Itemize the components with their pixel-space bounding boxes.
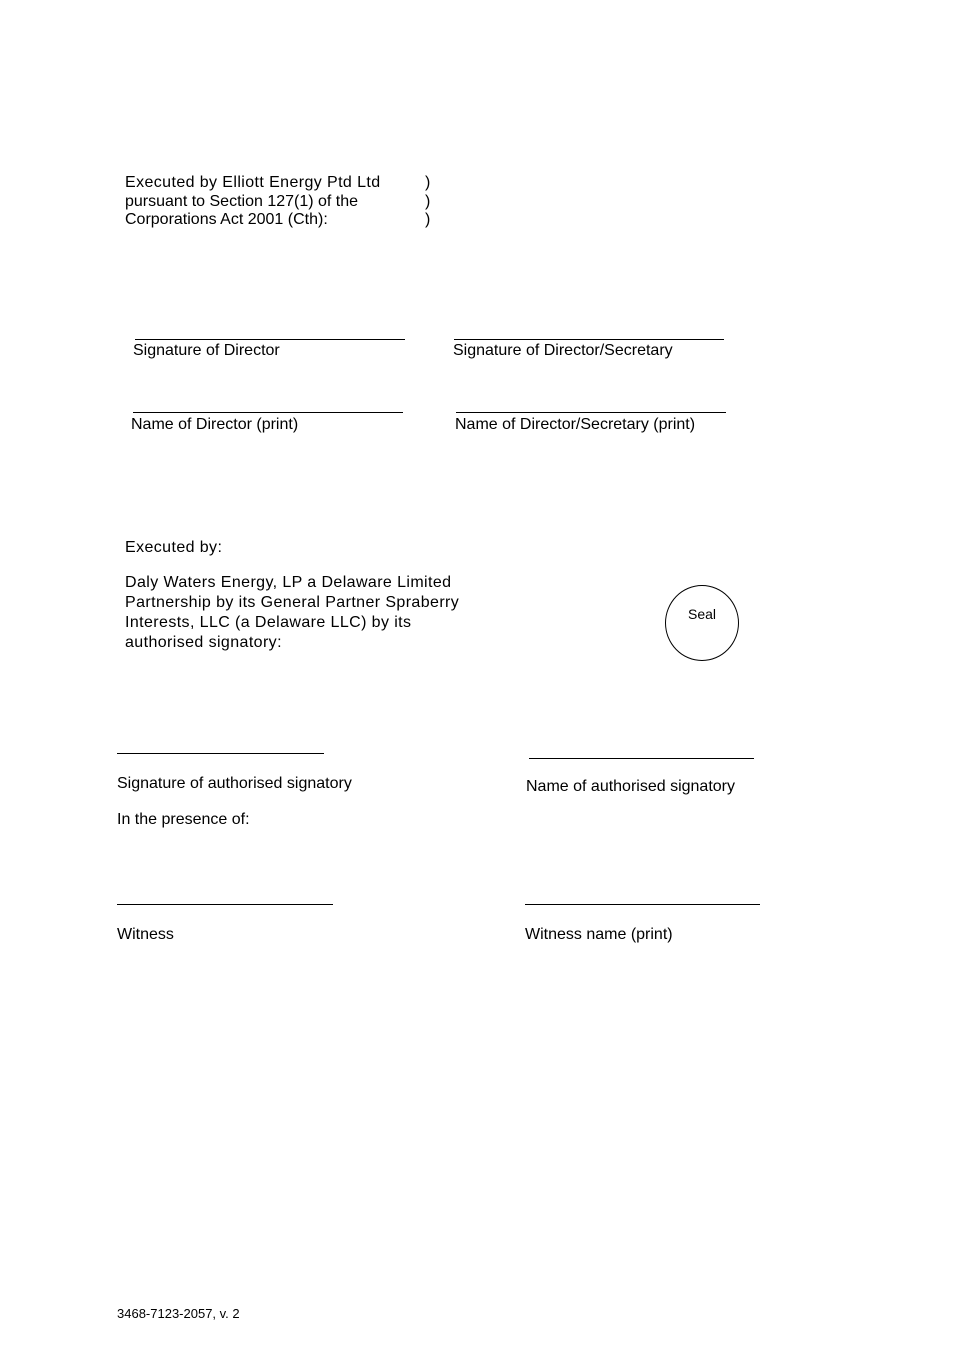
director-signature-label: Signature of Director bbox=[133, 342, 280, 359]
authorised-signature-line[interactable] bbox=[117, 753, 324, 754]
entity-line-1: Daly Waters Energy, LP a Delaware Limited bbox=[125, 574, 452, 591]
director-secretary-name-line[interactable] bbox=[456, 412, 726, 413]
seal-circle bbox=[665, 585, 739, 661]
executed-by-heading: Executed by: bbox=[125, 539, 223, 556]
execution-line-3: Corporations Act 2001 (Cth): bbox=[125, 211, 328, 228]
witness-label: Witness bbox=[117, 926, 174, 943]
witness-signature-line[interactable] bbox=[117, 904, 333, 905]
bracket-1: ) bbox=[425, 174, 431, 191]
authorised-name-label: Name of authorised signatory bbox=[526, 778, 735, 795]
bracket-3: ) bbox=[425, 211, 431, 228]
authorised-signature-label: Signature of authorised signatory bbox=[117, 775, 352, 792]
presence-label: In the presence of: bbox=[117, 811, 250, 828]
director-name-label: Name of Director (print) bbox=[131, 416, 299, 433]
entity-line-2: Partnership by its General Partner Spraberry bbox=[125, 594, 460, 611]
director-signature-line[interactable] bbox=[135, 339, 405, 340]
seal-label: Seal bbox=[687, 606, 717, 622]
director-secretary-signature-label: Signature of Director/Secretary bbox=[453, 342, 673, 359]
entity-line-4: authorised signatory: bbox=[125, 634, 282, 651]
authorised-name-line[interactable] bbox=[529, 758, 754, 759]
bracket-2: ) bbox=[425, 193, 431, 210]
director-secretary-signature-line[interactable] bbox=[454, 339, 724, 340]
entity-line-3: Interests, LLC (a Delaware LLC) by its bbox=[125, 614, 412, 631]
execution-line-1: Executed by Elliott Energy Ptd Ltd bbox=[125, 174, 381, 191]
director-secretary-name-label: Name of Director/Secretary (print) bbox=[455, 416, 696, 433]
director-name-line[interactable] bbox=[133, 412, 403, 413]
document-id: 3468-7123-2057, v. 2 bbox=[117, 1306, 240, 1321]
witness-name-line[interactable] bbox=[525, 904, 760, 905]
execution-line-2: pursuant to Section 127(1) of the bbox=[125, 193, 359, 210]
witness-name-label: Witness name (print) bbox=[525, 926, 673, 943]
